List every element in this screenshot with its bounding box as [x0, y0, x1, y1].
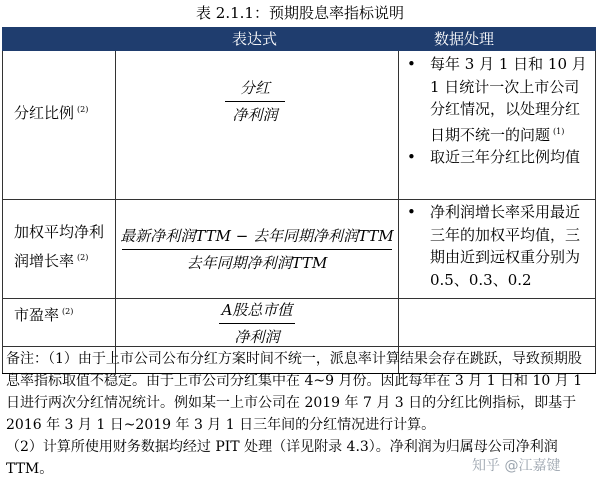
- column-divider-2: [398, 51, 399, 373]
- processing-list-growth: [402, 201, 590, 291]
- table-caption: 表 2.1.1：预期股息率指标说明: [196, 4, 404, 22]
- column-divider-1: [115, 51, 116, 373]
- list-item: • 净利润增长率采用最近三年的加权平均值，三期由近到远权重分别为 0.5、0.3、0.2: [402, 201, 590, 291]
- table-header: [2, 27, 596, 51]
- list-item: • 每年 3 月 1 日和 10 月 1 日统计一次上市公司分红情况，以处理分红日期不统一的问题 $^{(1)}$: [402, 53, 590, 146]
- table-border-left: [2, 51, 3, 373]
- note-2: （2）计算所使用财务数据均经过 PIT 处理（详见附录 4.3）。净利润为归属母公司净利润 TTM。: [6, 439, 558, 477]
- formula-denominator: 去年同期净利润TTM: [186, 254, 328, 272]
- list-item: • 取近三年分红比例均值: [402, 146, 590, 169]
- row-divider-1: [2, 199, 596, 200]
- header-expression: 表达式: [232, 30, 278, 48]
- formula-denominator: 净利润: [234, 328, 280, 346]
- formula-numerator: A股总市值: [221, 301, 293, 319]
- row-label-growth-rate: 加权平均净利润增长率 $^{(2)}$: [14, 223, 105, 270]
- fraction-bar: [225, 101, 285, 102]
- row-label-payout-ratio: 分红比例 $^{(2)}$: [14, 104, 89, 122]
- formula-pe-ratio: [202, 299, 312, 348]
- formula-numerator: 最新净利润TTM − 去年同期净利润TTM: [120, 227, 394, 245]
- formula-numerator: 分红: [239, 79, 270, 97]
- watermark: 知乎 @江嘉键: [472, 458, 561, 474]
- fraction-bar: [122, 249, 392, 250]
- fraction-bar: [219, 323, 295, 324]
- header-processing: 数据处理: [434, 30, 495, 48]
- processing-list-payout: [402, 53, 590, 169]
- table-border-right: [595, 51, 596, 373]
- row-label-pe-ratio: 市盈率 $^{(2)}$: [14, 306, 74, 324]
- formula-growth-rate: [116, 225, 398, 274]
- formula-payout-ratio: [192, 77, 318, 126]
- note-1: 备注：（1）由于上市公司公布分红方案时间不统一，派息率计算结果会存在跳跃，导致预期股息率指标取值不稳定。由于上市公司分红集中在 4~9 月份。因此每年在 3 月 1 日和 10 月 1 日进行两次分红情况统计。例如某一上市公司在 2019 年 7 月 3 日的分红比例指标，即基于 2016 年 3 月 1 日~2019 年 3 月 1 日三年间的分红情况进行计算。: [6, 351, 583, 433]
- formula-denominator: 净利润: [232, 106, 278, 124]
